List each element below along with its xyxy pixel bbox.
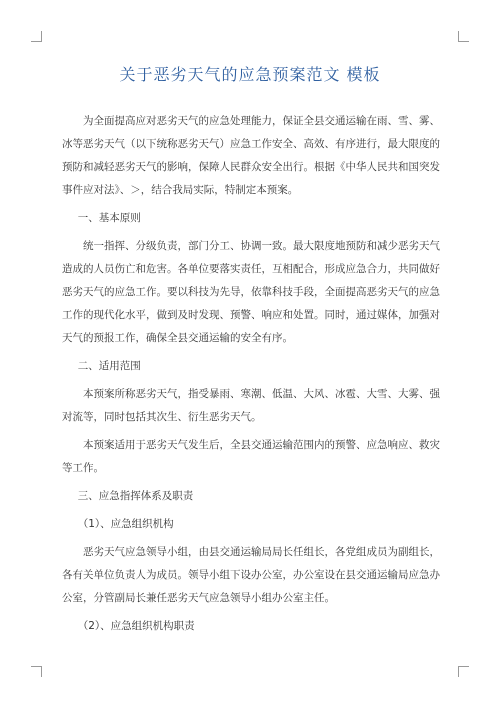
section-heading-scope: 二、适用范围 [77, 360, 141, 372]
subsection-heading-organization: （1）、应急组织机构 [77, 518, 174, 530]
crop-mark-top-right [458, 31, 469, 42]
crop-mark-bottom-left [31, 666, 42, 677]
document-body [62, 110, 440, 643]
crop-mark-bottom-right [458, 666, 469, 677]
paragraph-organization: 恶劣天气应急领导小组，由县交通运输局局长任组长，各党组成员为副组长，各有关单位负责人为成员。领导小组下设办公室，办公室设在县交通运输局应急办公室，分管副局长兼任恶劣天气应急领导小组办公室主任。 [62, 546, 440, 604]
paragraph-intro: 为全面提高应对恶劣天气的应急处理能力，保证全县交通运输在雨、雪、雾、冰等恶劣天气（以下统称恶劣天气）应急工作安全、高效、有序进行，最大限度的预防和减轻恶劣天气的影响，保障人民群众安全出行。根据《中华人民共和国突发事件应对法》、＞，结合我局实际，特制定本预案。 [62, 115, 440, 196]
paragraph-scope-definition: 本预案所称恶劣天气，指受暴雨、寒潮、低温、大风、冰雹、大雪、大雾、强对流等，同时包括其次生、衍生恶劣天气。 [62, 388, 440, 423]
section-heading-principles: 一、基本原则 [77, 212, 141, 224]
crop-mark-top-left [31, 31, 42, 42]
paragraph-principles: 统一指挥、分级负责，部门分工、协调一致。最大限度地预防和减少恶劣天气造成的人员伤亡和危害。各单位要落实责任，互相配合，形成应急合力，共同做好恶劣天气的应急工作。要以科技为先导，依靠科技手段，全面提高恶劣天气的应急工作的现代化水平，做到及时发现、预警、响应和处置。同时，通过媒体，加强对天气的预报工作，确保全县交通运输的安全有序。 [62, 240, 440, 344]
document-title: 关于恶劣天气的应急预案范文 模板 [119, 65, 381, 84]
section-heading-command-system: 三、应急指挥体系及职责 [77, 490, 194, 502]
subsection-heading-duties: （2）、应急组织机构职责 [77, 620, 195, 632]
paragraph-scope-application: 本预案适用于恶劣天气发生后，全县交通运输范围内的预警、应急响应、救灾等工作。 [62, 439, 440, 474]
